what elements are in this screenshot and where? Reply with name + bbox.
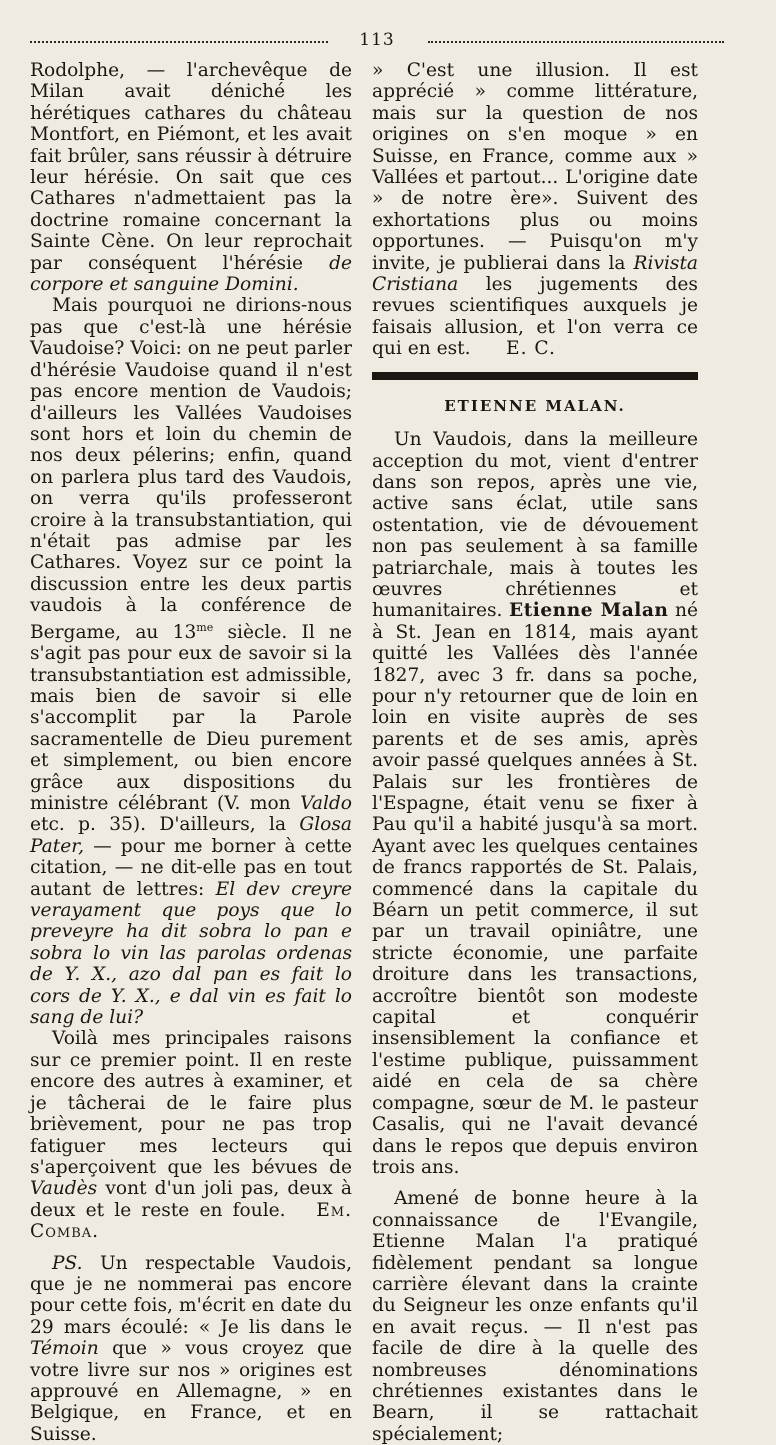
paragraph (372, 60, 698, 360)
quotation-italic: El dev creyre verayament que poys que lo preveyre ha dit sobra lo pan e sobra lo vin las parolas ordenas de Y. X., azo dal pan es fait lo cors de Y. X., e dal vin es fait lo sang de lui? (30, 878, 352, 1029)
section-divider (372, 372, 698, 380)
page-number: 113 (359, 30, 395, 50)
text-run: Rodolphe, — l'archevêque de Milan avait déniché les hérétiques cathares du château Montfort, en Piémont, et les avait fait brûler, sans réussir à détruire leur hérésie. On sait que ces Cathares n'admettaient pas la doctrine romaine concernant la Sainte Cène. On leur reprochait par conséquent l'hérésie (30, 60, 352, 274)
text-run: les jugements des revues scientifiques auxquels je faisais allusion, et l'on verra ce qui en est. (372, 274, 698, 360)
ps-label: PS. (52, 1252, 83, 1274)
text-run: né à St. Jean en 1814, mais ayant quitté les Vallées dès l'année 1827, avec 3 fr. dans sa poche, pour n'y retourner que de loin en loin en visite auprès de ses parents et de ses amis, après avoir passé quelques années à St. Palais sur les frontières de l'Espagne, était venu se fixer à Pau qu'il a habité jusqu'à sa mort. Ayant avec les quelques centaines de francs rapportés de St. Palais, commencé dans la capitale du Béarn un petit commerce, il sut par un travail opiniâtre, une stricte économie, une parfaite droiture dans les transactions, accroître bientôt son modeste capital et conquérir insensiblement la confiance et l'estime publique, puissamment aidé en cela de sa chère compagne, sœur de M. le pasteur Casalis, qui ne l'avait devancé dans le repos que depuis environ trois ans. (372, 600, 698, 1178)
signature: Em. Comba. (30, 1199, 352, 1243)
paragraph (372, 429, 698, 1178)
text-run: Un Vaudois, dans la meilleure acception du mot, vient d'entrer dans son repos, après une vie, active sans éclat, utile sans ostentation, vie de dévouement non pas seulement à sa famille patriarchale, mais à toutes les œuvres chrétiennes et humanitaires. (372, 429, 698, 622)
text-run: que » vous croyez que votre livre sur nos » origines est approuvé en Allemagne, » en Belgique, en France, et en Suisse. (30, 1338, 352, 1445)
right-column (372, 60, 698, 1445)
italic-text: Témoin (30, 1338, 99, 1360)
superscript: me (196, 620, 214, 634)
header-rule-right (428, 41, 724, 43)
italic-text: Rivista Cristiana (372, 252, 698, 296)
italic-text: de corpore et sanguine Domini. (30, 252, 352, 296)
paragraph (30, 1253, 352, 1445)
text-run: siècle. Il ne s'agit pas pour eux de savoir si la transubstantiation est admissible, mais bien de savoir si elle s'accomplit par la Parole sacramentelle de Dieu purement et simplement, ou bien encore grâce aux dispositions du ministre célébrant (V. mon (30, 621, 352, 814)
page-header (30, 30, 724, 50)
text-run: vont d'un joli pas, deux à deux et le reste en foule. (30, 1178, 352, 1221)
italic-text: Valdo (300, 793, 352, 814)
text-run: Un respectable Vaudois, que je ne nommerai pas encore pour cette fois, m'écrit en date du 29 mars écoulé: « Je lis dans le (30, 1252, 352, 1338)
text-run: etc. p. 35). D'ailleurs, la (30, 814, 287, 836)
paragraph (372, 1188, 698, 1445)
signature: E. C. (506, 338, 556, 360)
text-run: — pour me borner à cette citation, — ne dit-elle pas en tout autant de lettres: (30, 835, 352, 900)
paragraph (30, 1028, 352, 1242)
text-run: Mais pourquoi ne dirions-nous pas que c'est-là une hérésie Vaudoise? Voici: on ne peut parler d'hérésie Vaudoise quand il n'est pas encore mention de Vaudois; d'ailleurs les Vallées Vaudoises sont hors et loin du chemin de nos deux pélerins; enfin, quand on parlera plus tard des Vaudois, on verra qu'ils professeront croire à la transubstantiation, qui n'était pas admise par les Cathares. Voyez sur ce point la discussion entre les deux partis vaudois à la conférence de Bergame, au 13 (30, 295, 352, 643)
italic-text: Vaudès (30, 1178, 98, 1200)
paragraph (30, 60, 352, 295)
paragraph (30, 295, 352, 1028)
italic-text: Glosa Pater, (30, 814, 352, 857)
text-run: » C'est une illusion. Il est apprécié » comme littérature, mais sur la question de nos origines on s'en moque » en Suisse, en France, comme aux » Vallées et partout... L'origine date » de notre ère». Suivent des exhortations plus ou moins opportunes. — Puisqu'on m'y invite, je publierai dans la (372, 60, 698, 274)
left-column (30, 60, 352, 1445)
text-run: Amené de bonne heure à la connaissance de l'Evangile, Etienne Malan l'a pratiqué fidèlement pendant sa longue carrière élevant dans la crainte du Seigneur les onze enfants qu'il en avait reçus. — Il n'est pas facile de dire à la quelle des nombreuses dénominations chrétiennes existantes dans le Bearn, il se rattachait spécialement; (372, 1188, 698, 1445)
person-name: Etienne Malan (509, 600, 669, 622)
article-title: ETIENNE MALAN. (444, 396, 626, 415)
text-run: Voilà mes principales raisons sur ce premier point. Il en reste encore des autres à examiner, et je tâcherai de le faire plus brièvement, pour ne pas trop fatiguer mes lecteurs qui s'aperçoivent que les bévues de (30, 1028, 352, 1178)
